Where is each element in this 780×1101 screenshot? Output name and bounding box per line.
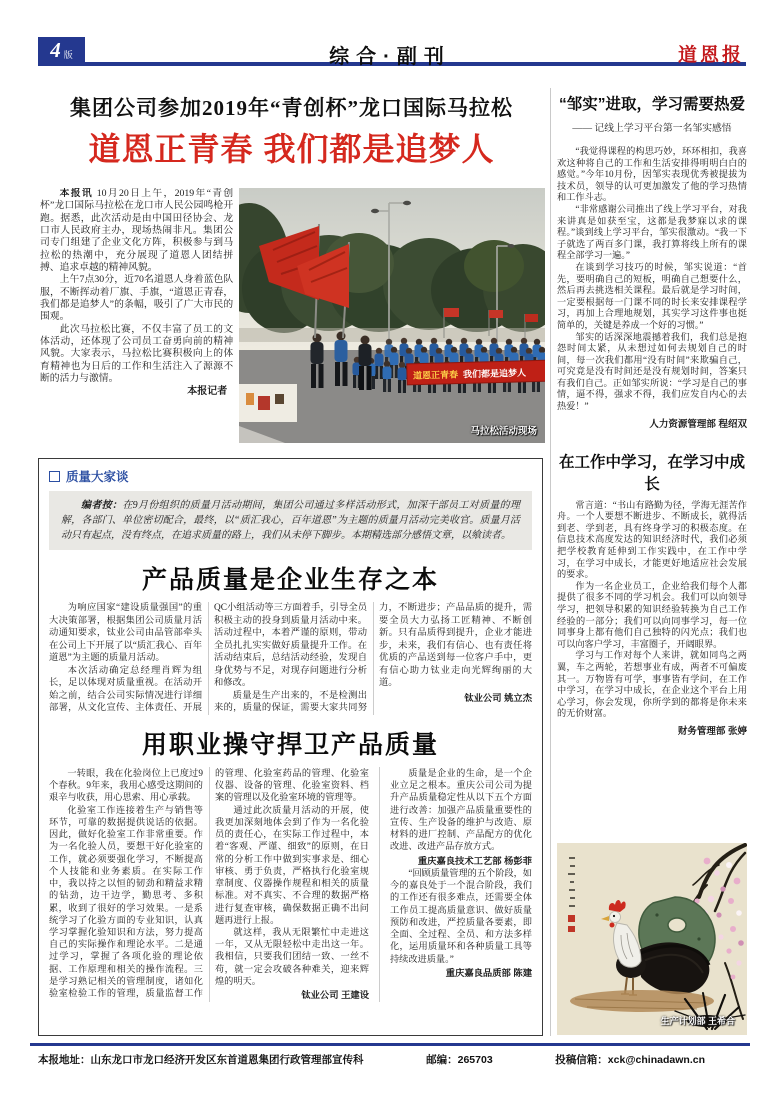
article2 — [49, 767, 532, 1002]
paragraph — [40, 188, 233, 274]
paper-name: 道恩报 — [677, 45, 744, 66]
page-footer — [30, 1043, 750, 1067]
column-divider — [550, 88, 551, 1036]
quality-section-label-text: 质量大家谈 — [66, 470, 129, 484]
quality-section-label — [49, 467, 532, 485]
article1-signature: 钛业公司 姚立杰 — [464, 692, 532, 703]
marathon-photo-illustration — [239, 188, 545, 443]
paragraph: 质量是企业的生命，是一个企业立足之根本。重庆公司公司为提升产品质量稳定性从以下五个方面进行改善：加强产品质量重要性的宣传、生产设备的维护与改造、原材料的进厂控制、产品配方的优化改进、改进产品存放方式。 — [390, 767, 532, 852]
editor-note-body: 在9月份组织的质量月活动期间，集团公司通过多样活动形式，加深干部员工对质量的理解，各部门、单位密切配合，最终，以“质汇我心，百年道恩”为主题的质量月活动完美收官。质量月活动只有起点，没有终点，在追求质量的路上，我们从未停下脚步。本期精选部分感悟文章，以飨读者。 — [61, 500, 521, 541]
footer-address: 本报地址：山东龙口市龙口经济开发区东首道恩集团行政管理部宣传科 — [38, 1054, 364, 1066]
article-b-signature: 财务管理部 张婷 — [677, 725, 747, 737]
paragraph: 在谈到学习技巧的时候，邹实说道：“首先，要明确自己的短板，明确自己想要什么，然后再去挑选相关课程。最后就是学习时间，一定要根据每一门课不同的时长来安排课程学习，再加上合理地规划，其实学习这件事也挺简单的，关键是养成一个好的习惯。” — [557, 261, 747, 330]
article-a-subtitle: —— 记线上学习平台第一名邹实感悟 — [572, 123, 732, 134]
marathon-photo — [239, 188, 545, 443]
editor-note — [49, 491, 532, 550]
paragraph: “非常感谢公司推出了线上学习平台，对我来讲真是如获至宝，这都是我梦寐以求的课程。”谈到线上学习平台，邹实很激动。“我一下子就选了两百多门课，我打算将线上所有的课程全部学习一遍。” — [557, 203, 747, 261]
paragraph: 学习与工作对每个人来讲，就如同鸟之两翼，车之两轮，若想事业有成，两者不可偏废其一。万物皆有可学，事事皆有学问，在工作中学习，在学习中成长，在企业这个平台上用心学习，你会发现，你所学到的都将是你未来的无价财富。 — [557, 650, 747, 719]
paragraph: 为响应国家“建设质量强国”的重大决策部署，根据集团公司质量月活动通知要求，钛业公司由品管部牵头在公司上下开展了以“质汇我心、百年道恩”为主题的质量月活动。 — [49, 603, 202, 664]
photo-distant-strip — [239, 328, 545, 342]
quality-section — [38, 458, 543, 1036]
article1-headline: 产品质量是企业生存之本 — [141, 566, 439, 594]
article-b-headline: 在工作中学习，在学习中成长 — [558, 453, 745, 493]
article2-sidebar — [379, 767, 532, 1002]
footer-email: 投稿信箱：xck@chinadawn.cn — [555, 1054, 705, 1066]
lead-kicker: 集团公司参加2019年“青创杯”龙口国际马拉松 — [70, 96, 513, 120]
paragraph: 作为一名企业员工，企业给我们每个人都提供了很多不同的学习机会。我们可以向领导学习，把领导积累的知识经验转换为自己工作经验的一部分；我们可以向同事学习，每一位同事身上都有他们自己独特的闪光点；我们也可以向客户学习，丰富圈子，开阔眼界。 — [557, 580, 747, 649]
paragraph: 一转眼，我在化验岗位上已度过9个春秋。9年来，我用心感受这期间的艰辛与收获，用心思索、用心承载。 — [49, 767, 203, 803]
square-icon — [49, 471, 60, 482]
sidebar-signature-1: 重庆嘉良技术工艺部 杨彭菲 — [417, 855, 532, 866]
photo-caption: 马拉松活动现场 — [470, 426, 537, 437]
right-column — [557, 88, 747, 1036]
paragraph: “回顾质量管理的五个阶段，如今的嘉良处于一个混合阶段，我们的工作还有很多难点，还需要全体工作员工提高质量意识、做好质量预防和改进，严控质量各要素，即全面、全过程、全员、和方法多样化，运用质量环和各种质量工具等持续改进质量。” — [390, 867, 532, 964]
editor-note-text — [61, 498, 520, 543]
paragraph: “我觉得课程的构思巧妙，环环相扣，我喜欢这种将自己的工作和生活安排得明明白白的感觉。”今年10月份，因邹实表现优秀被提拔为技术员，领导的认可更加激发了他的学习热情和工作斗志。 — [557, 146, 747, 203]
lead-article — [40, 188, 545, 446]
rooster-painting-illustration — [557, 843, 747, 1035]
footer-postcode: 邮编：265703 — [426, 1054, 493, 1066]
sidebar-signature-2: 重庆嘉良品质部 陈建 — [445, 967, 532, 978]
intro-label: 本报讯 — [59, 188, 93, 199]
race-banner — [407, 360, 545, 385]
lead-headline: 道恩正青春 我们都是追梦人 — [88, 131, 495, 167]
editor-note-label: 编者按： — [81, 500, 123, 511]
paragraph: 此次马拉松比赛，不仅丰富了员工的文体活动，还体现了公司员工奋勇向前的精神风貌。大家表示，马拉松比赛积极向上的体育精神也为日后的工作和生活注入了源源不断的活力与激情。 — [40, 323, 234, 385]
article2-body — [49, 767, 369, 1002]
paragraph: 本次活动确定总经理肖辉为组长，足以体现对质量重视。在活动开始之前，结合公司实际情况进行详细部署，从文化宣传、主体责任、开展QC小组活动等三方面着手，引导全员积极主动的投身到质量月活动中来。活动过程中，本着严谨的原则，带动全员扎扎实实做好质量提升工作。在活动结束后，总结活动经验，发现自身优势与不足，对现存问题进行分析和修改。 — [49, 603, 367, 714]
article-a-headline: “邹实”进取，学习需要热爱 — [558, 96, 745, 113]
paragraph: 上午7点30分，近70名道恩人身着蓝色队服，不断挥动着厂旗、手旗，“道恩正青春，我们都是追梦人”的条幅，吸引了广大市民的围观。 — [40, 274, 234, 323]
article-a-signature: 人力资源管理部 程绍双 — [649, 418, 747, 430]
edition-label: 版 — [63, 49, 73, 60]
article2-headline: 用职业操守捍卫产品质量 — [141, 730, 439, 759]
rooster-painting — [557, 843, 747, 1035]
byline: 本报记者 — [187, 385, 228, 397]
section-title: 综合·副刊 — [329, 46, 451, 68]
paragraph: 常言道：“书山有路勤为径，学海无涯苦作舟。一个人要想不断进步、不断成长，就得活到老、学到老，具有终身学习的积极态度。在信息技术高度发达的知识经济时代，我们必须把学校教育延伸到工作实践中，在工作中学习，在学习中成长，才能更好地适应社会发展的要求。 — [557, 499, 747, 580]
banner-text-1: 道恩正青春 — [413, 369, 459, 381]
paragraph: 质量是生产出来的，不是检测出来的，质量的保证，需要大家共同努力，不断进步；产品品质的提升，需要全员大力弘扬工匠精神、不断创新。只有品质得到提升，企业才能进步，未来，我们有信心、也有责任将优质的产品送到每一位客户手中，更有信心助力钛业走向光辉绚丽的大道。 — [214, 603, 532, 714]
lead-article-body — [40, 188, 239, 446]
paragraph: 通过此次质量月活动的开展，使我更加深刻地体会到了作为一名化验员的责任心，在实际工作过程中，本着“客观、严谨、细致”的原则，在日常的分析工作中做到实事求是、细心审核、勇于负责，严格执行化验室规章制度、仪器操作规程和相关的质量标准。对不真实、不合理的数据严格进行复查审核，确保数据正确不出问题再进行上报。 — [215, 804, 369, 925]
paragraph-text: 10月20日上午，2019年“青创杯”龙口国际马拉松在龙口市人民公园鸣枪开跑。据悉，此次活动是由中国田径协会、龙口市人民政府主办，现场热闹非凡。集团公司专门组建了企业文化方阵，积极参与到马拉松的热潮中，充分展现了道恩人团结拼搏、追求卓越的精神风貌。 — [40, 188, 234, 274]
article-a-body — [557, 146, 747, 413]
page-number: 4 — [50, 38, 61, 62]
article-b-body — [557, 500, 747, 720]
paragraph: 就这样，我从无限繁忙中走进这一年，又从无限轻松中走出这一年。我相信，只要我们团结一致、一丝不苟，就一定会攻破各种难关，迎来辉煌的明天。 — [215, 926, 369, 986]
paragraph: 邹实的话深深地震撼着我们，我们总是抱怨时间太紧，从未想过如何去规划自己的时间，每一次我们都用“没有时间”来欺骗自己，可究竟是没有时间还是没有规划时间，答案只有我们自己。正如邹实所说：“学习是自己的事情，逼不得，强求不得，我们应发自内心的去热爱！” — [557, 331, 747, 412]
article2-signature: 钛业公司 王建设 — [301, 990, 369, 1001]
banner-text-2: 我们都是追梦人 — [463, 367, 527, 380]
article1-body — [49, 602, 532, 715]
white-banner — [239, 384, 297, 422]
paragraph: 化验室工作连接着生产与销售等环节，可靠的数据提供说话的依据。因此，做好化验室工作非常重要。作为一名化验人员，要想干好化验室的工作，就必须要强化学习，不断提高个人技能和业务素质。在实际工作中，我以持之以恒的韧劲和精益求精的钻劲，边干边学，勤思考、多积累，收到了很好的学习效果。一是系统学习了化验方面的专业知识，认真学习掌握化验知识和方法，努力提高自己的实际操作和理论水平。二是通过学习，掌握了各项化验的理论依据、工作原理和相关的操作流程。三是学习熟记相关的管理制度，诸如化验室检验工作的管理，质量监督工作的管理、化验室药品的管理、化验室仪器、设备的管理、化验室资料、档案的管理以及化验室环境的管理等。 — [49, 767, 369, 999]
painting-caption: 生产计划部 王希合 — [660, 1016, 735, 1026]
